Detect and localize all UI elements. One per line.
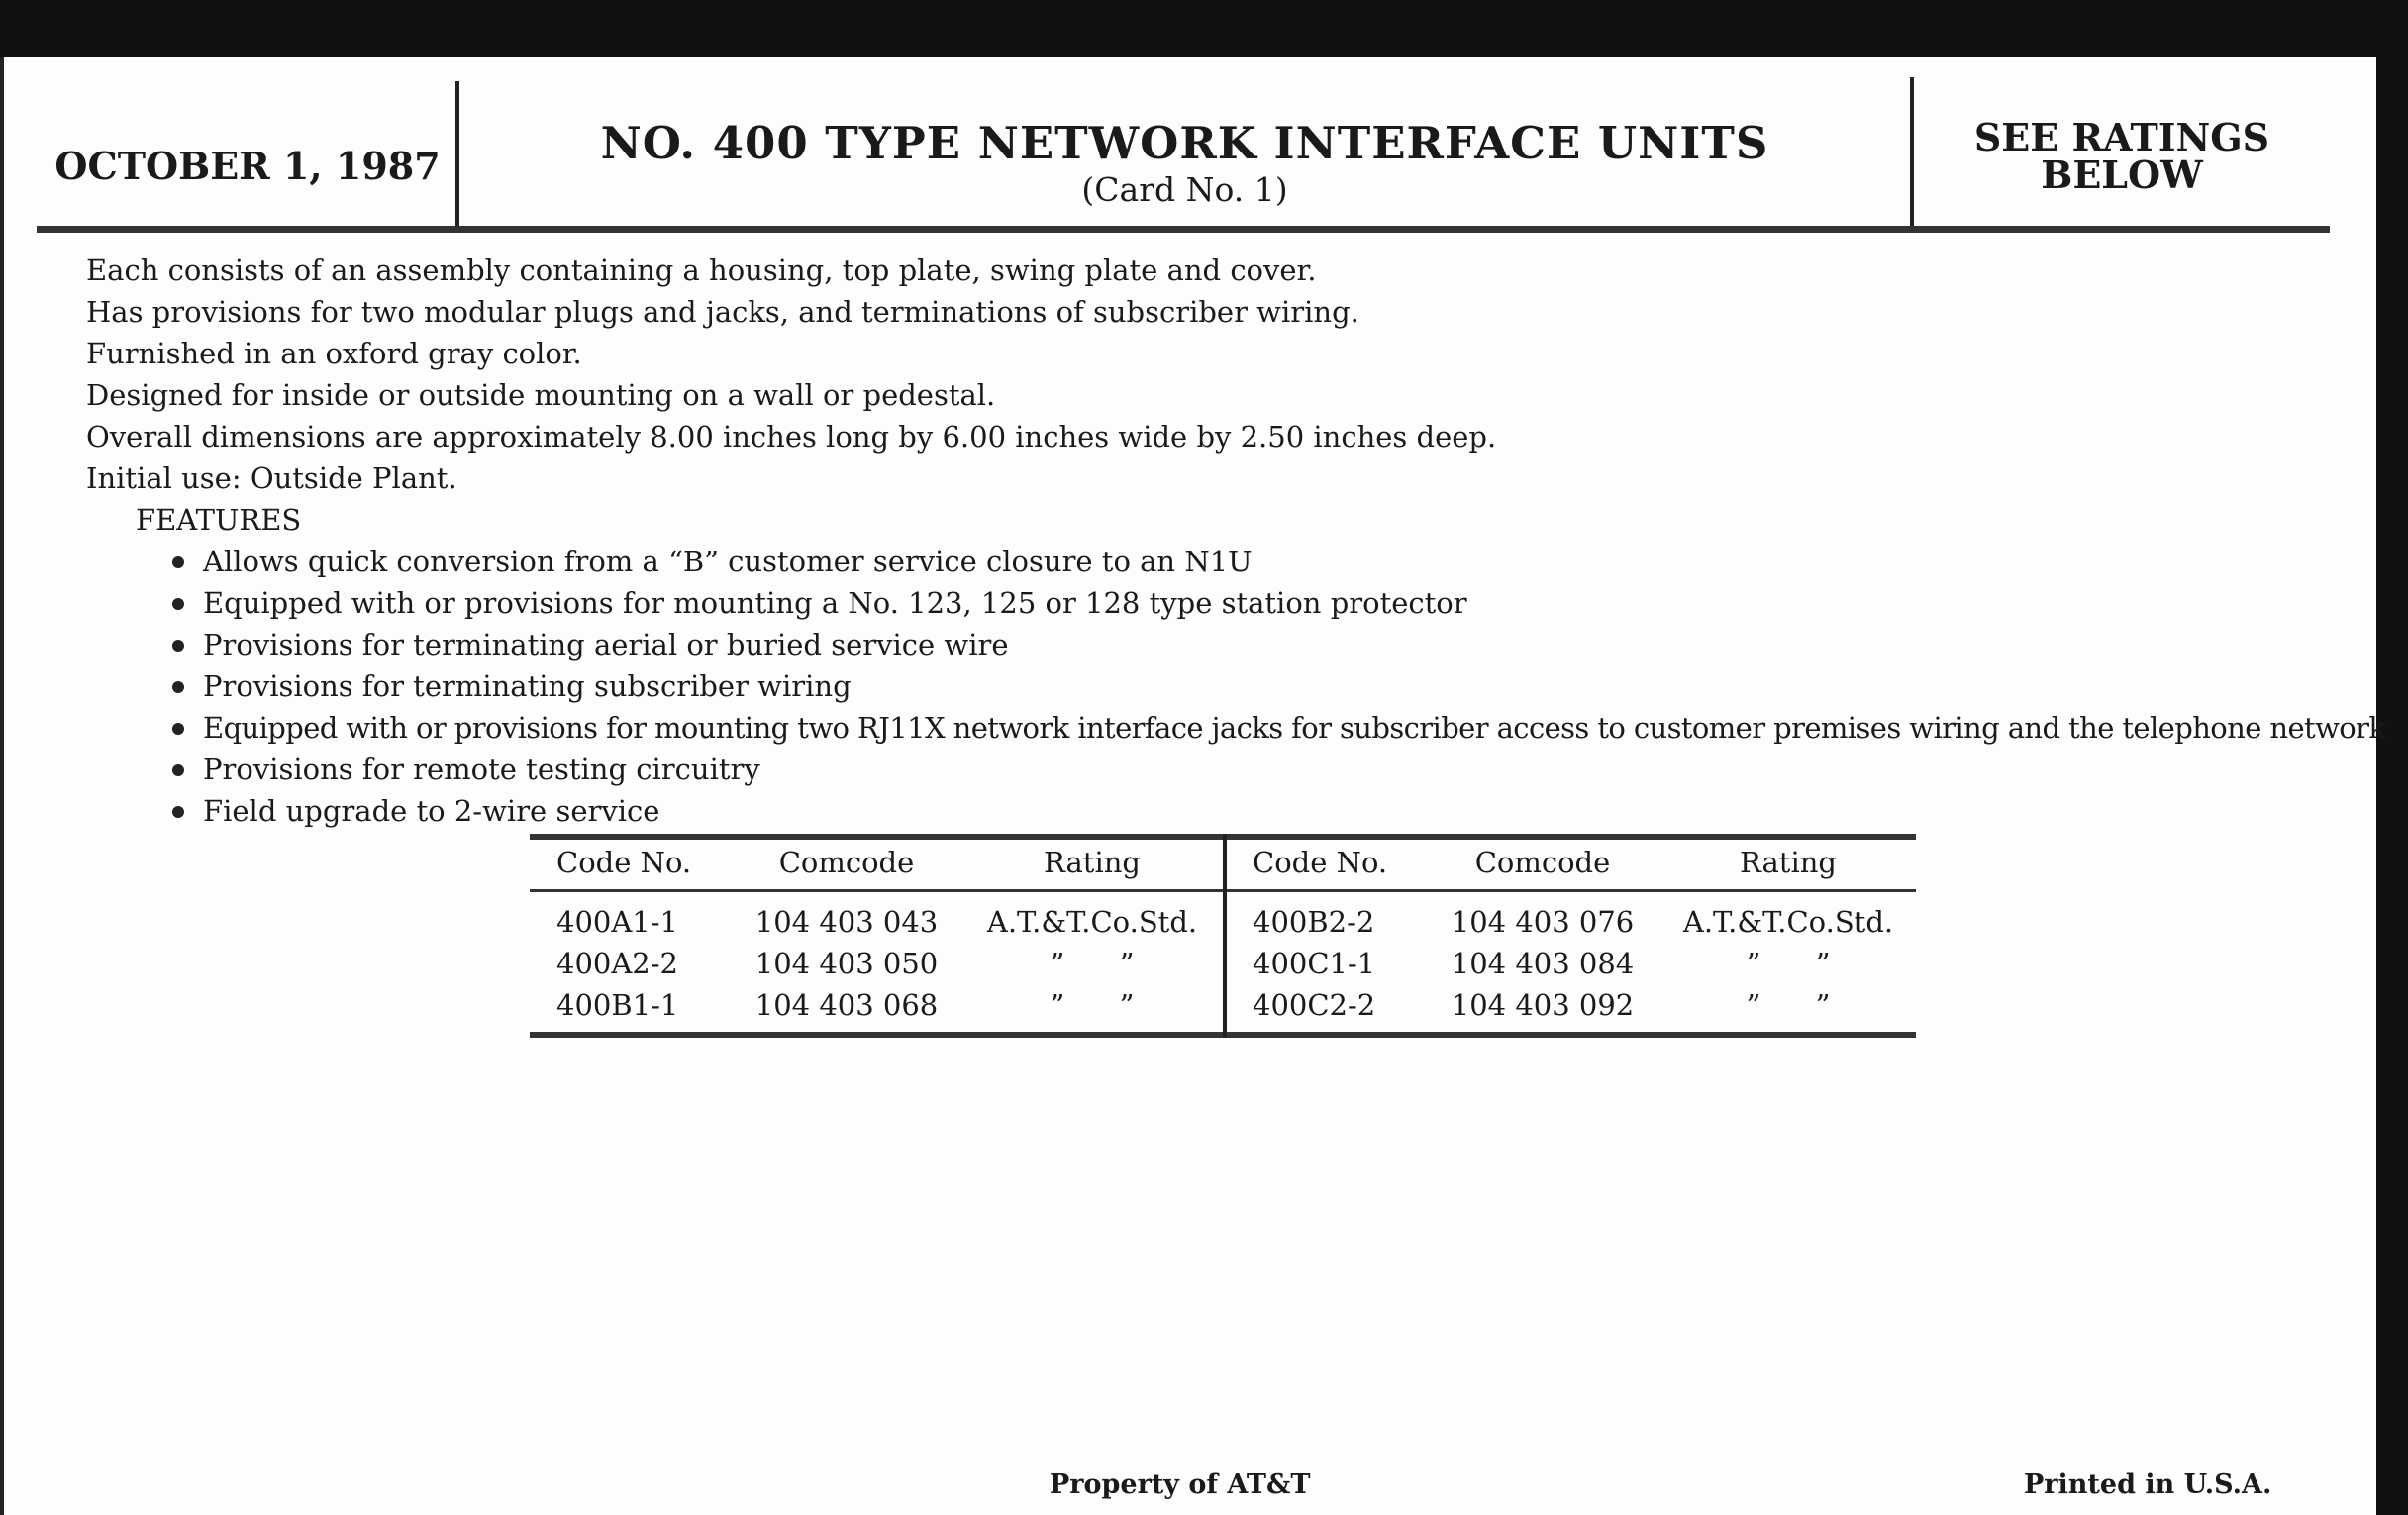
table-cell-rating: A.T.&T.Co.Std. [1682,905,1894,939]
table-cell-comcode: 104 403 084 [1451,947,1635,980]
description-block [86,250,2385,832]
table-cell-code-no: 400C2-2 [1253,988,1376,1022]
column-header-code-no: Code No. [556,846,692,879]
column-header-comcode: Comcode [778,846,915,879]
table-cell-rating: ” ” [1746,947,1831,980]
ratings-note-line: SEE RATINGS [1973,115,2270,159]
bullet-icon [172,723,184,735]
feature-text: Provisions for terminating aerial or buried service wire [203,628,1009,661]
feature-text: Allows quick conversion from a “B” customer service closure to an N1U [203,545,1253,578]
feature-text: Provisions for remote testing circuitry [203,753,760,786]
ratings-note [1914,115,2330,197]
table-cell-code-no: 400C1-1 [1253,947,1376,980]
table-cell-comcode: 104 403 068 [754,988,939,1022]
table-cell-comcode: 104 403 043 [754,905,939,939]
bullet-icon [172,806,184,818]
bullet-icon [172,640,184,652]
table-cell-comcode: 104 403 092 [1451,988,1635,1022]
table-cell-rating: ” ” [1050,947,1135,980]
bullet-icon [172,764,184,776]
description-line: Designed for inside or outside mounting on a wall or pedestal. [86,378,996,412]
feature-item [203,707,2385,749]
code-table [530,834,1916,1038]
table-cell-rating: ” ” [1746,988,1831,1022]
description-line: Each consists of an assembly containing a housing, top plate, swing plate and cover. [86,253,1317,287]
bullet-icon [172,556,184,568]
feature-text: Provisions for terminating subscriber wiring [203,669,852,703]
column-header-rating: Rating [1044,846,1141,879]
table-cell-rating: A.T.&T.Co.Std. [986,905,1198,939]
features-heading: FEATURES [136,503,302,537]
description-line: Has provisions for two modular plugs and jacks, and terminations of subscriber wiring. [86,295,1359,329]
features-list [86,541,2385,832]
feature-text: Equipped with or provisions for mounting a No. 123, 125 or 128 type station protector [203,586,1467,620]
property-footer: Property of AT&T [1050,1469,1311,1500]
table-cell-code-no: 400A1-1 [556,905,678,939]
table-cell-code-no: 400B2-2 [1253,905,1375,939]
card-number: (Card No. 1) [1081,170,1288,209]
column-header-code-no: Code No. [1253,846,1388,879]
bullet-icon [172,598,184,610]
feature-item [203,541,2385,582]
table-cell-comcode: 104 403 050 [754,947,939,980]
feature-item [203,665,2385,707]
table-cell-rating: ” ” [1050,988,1135,1022]
feature-text: Equipped with or provisions for mounting two RJ11X network interface jacks for subscriber access to customer premises wiring and the telephone network [203,711,2386,745]
header-rule [37,226,2330,233]
card-title: NO. 400 TYPE NETWORK INTERFACE UNITS [600,117,1769,169]
description-line: Overall dimensions are approximately 8.00 inches long by 6.00 inches wide by 2.50 inches deep. [86,420,1497,454]
printed-footer: Printed in U.S.A. [2024,1469,2272,1500]
table-cell-code-no: 400A2-2 [556,947,678,980]
scan-border-top [0,0,2408,57]
feature-item [203,749,2385,790]
feature-item [203,582,2385,624]
card-date: OCTOBER 1, 1987 [54,144,441,188]
bullet-icon [172,681,184,693]
feature-text: Field upgrade to 2-wire service [203,794,660,828]
feature-item [203,624,2385,665]
table-divider [1223,834,1227,1038]
table-cell-comcode: 104 403 076 [1451,905,1635,939]
description-line: Furnished in an oxford gray color. [86,337,582,370]
column-header-rating: Rating [1740,846,1837,879]
table-cell-code-no: 400B1-1 [556,988,679,1022]
column-header-comcode: Comcode [1474,846,1611,879]
description-line: Initial use: Outside Plant. [86,461,457,495]
ratings-note-line: BELOW [2041,152,2203,197]
feature-item [203,790,2385,832]
